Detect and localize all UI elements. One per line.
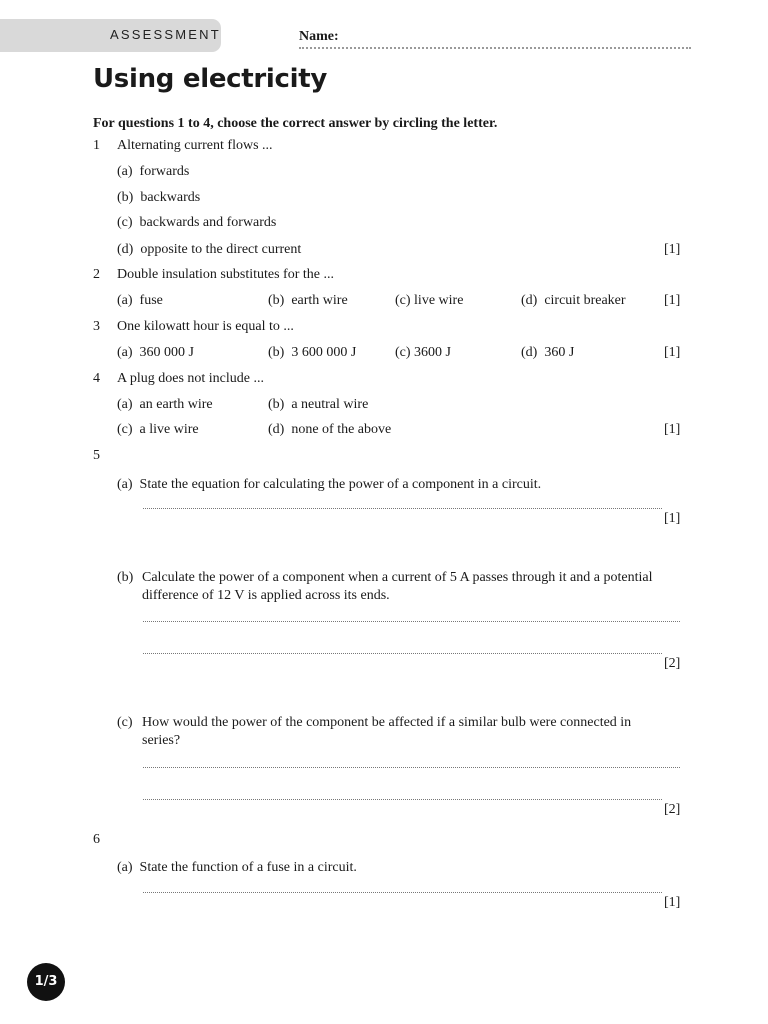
q5b-marks: [2] [664, 656, 681, 671]
q1-option-a[interactable]: (a) forwards [117, 164, 190, 179]
q4-option-c[interactable]: (c) a live wire [117, 422, 199, 437]
q2-option-a[interactable]: (a) fuse [117, 293, 163, 308]
q5c-answer-line-2[interactable] [143, 799, 662, 800]
q5a-text: (a) State the equation for calculating the power of a component in a circuit. [117, 477, 542, 492]
q1-marks: [1] [664, 242, 681, 257]
page-title: Using electricity [93, 64, 328, 94]
q5c-letter: (c) [117, 715, 133, 730]
q3-option-b[interactable]: (b) 3 600 000 J [268, 345, 357, 360]
q2-option-d[interactable]: (d) circuit breaker [521, 293, 626, 308]
name-label: Name: [299, 29, 339, 44]
q5b-answer-line-2[interactable] [143, 653, 662, 654]
q5b-text-line1: Calculate the power of a component when a current of 5 A passes through it and a potential [142, 570, 653, 585]
q6a-marks: [1] [664, 895, 681, 910]
q5b-answer-line-1[interactable] [143, 621, 680, 622]
q6a-answer-line[interactable] [143, 892, 662, 893]
question-5-number: 5 [93, 448, 100, 463]
q6a-text: (a) State the function of a fuse in a circuit. [117, 860, 357, 875]
q4-option-d[interactable]: (d) none of the above [268, 422, 392, 437]
question-6-number: 6 [93, 832, 100, 847]
q3-marks: [1] [664, 345, 681, 360]
q1-option-c[interactable]: (c) backwards and forwards [117, 215, 277, 230]
name-field[interactable] [299, 47, 691, 49]
question-4-number: 4 [93, 371, 100, 386]
q2-marks: [1] [664, 293, 681, 308]
q4-option-a[interactable]: (a) an earth wire [117, 397, 213, 412]
question-1-text: Alternating current flows ... [117, 138, 273, 153]
q3-option-d[interactable]: (d) 360 J [521, 345, 575, 360]
q3-option-a[interactable]: (a) 360 000 J [117, 345, 194, 360]
q1-option-d[interactable]: (d) opposite to the direct current [117, 242, 302, 257]
question-3-text: One kilowatt hour is equal to ... [117, 319, 294, 334]
question-3-number: 3 [93, 319, 100, 334]
question-1-number: 1 [93, 138, 100, 153]
q4-option-b[interactable]: (b) a neutral wire [268, 397, 369, 412]
q5c-marks: [2] [664, 802, 681, 817]
q1-option-b[interactable]: (b) backwards [117, 190, 201, 205]
q2-option-c[interactable]: (c) live wire [395, 293, 464, 308]
q5b-text-line2: difference of 12 V is applied across its ends. [142, 588, 390, 603]
question-2-text: Double insulation substitutes for the ... [117, 267, 334, 282]
q5b-letter: (b) [117, 570, 134, 585]
question-2-number: 2 [93, 267, 100, 282]
assessment-label: ASSESSMENT [110, 27, 221, 42]
q5c-answer-line-1[interactable] [143, 767, 680, 768]
q5a-answer-line[interactable] [143, 508, 662, 509]
q5a-marks: [1] [664, 511, 681, 526]
q4-marks: [1] [664, 422, 681, 437]
instructions: For questions 1 to 4, choose the correct answer by circling the letter. [93, 116, 498, 131]
q2-option-b[interactable]: (b) earth wire [268, 293, 348, 308]
question-4-text: A plug does not include ... [117, 371, 264, 386]
q3-option-c[interactable]: (c) 3600 J [395, 345, 451, 360]
page-number-badge: 1/3 [27, 963, 65, 1001]
q5c-text-line1: How would the power of the component be affected if a similar bulb were connected in [142, 715, 632, 730]
q5c-text-line2: series? [142, 733, 181, 748]
